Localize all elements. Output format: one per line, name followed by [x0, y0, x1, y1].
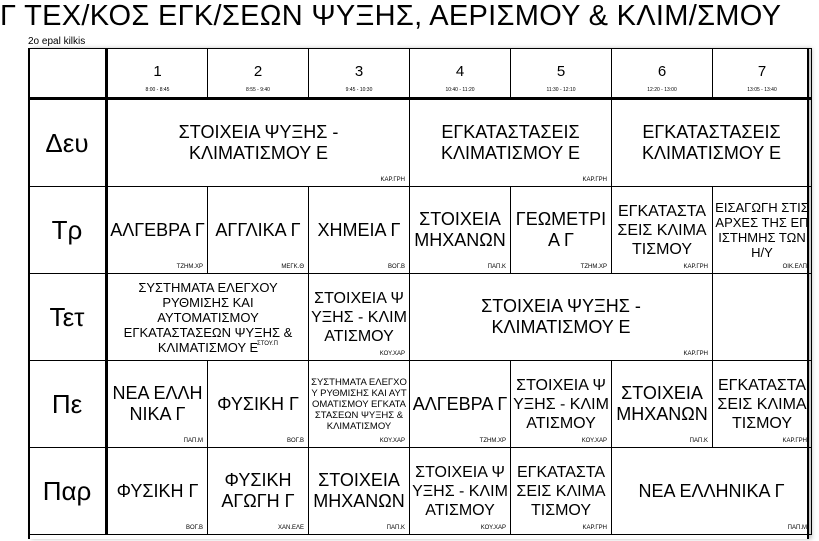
period-time: 8:00 - 8:45 [145, 87, 170, 93]
lesson-teacher: ΚΑΡ.ΓΡΗ [782, 438, 807, 444]
lesson-teacher: ΜΕΓΚ.Θ [281, 264, 304, 270]
day-label: Τρ [29, 187, 107, 274]
lesson-subject: ΑΛΓΕΒΡΑ Γ [110, 219, 205, 240]
period-number: 2 [253, 63, 263, 80]
lesson-subject: ΓΕΩΜΕΤΡΙΑ Γ [515, 209, 607, 250]
day-label: Δευ [29, 99, 107, 187]
lesson-subject: ΦΥΣΙΚΗ Γ [217, 393, 299, 414]
lesson-subject: ΣΤΟΙΧΕΙΑ ΨΥΞΗΣ - ΚΛΙΜΑΤΙΣΜΟΥ [513, 376, 609, 432]
lesson-subject: ΕΙΣΑΓΩΓΗ ΣΤΙΣ ΑΡΧΕΣ ΤΗΣ ΕΠΙΣΤΗΜΗΣ ΤΩΝ Η/Υ [715, 200, 809, 260]
school-name: 2o epal kilkis [28, 36, 86, 47]
lesson-teacher: ΟΙΚ.ΕΛΠ [782, 264, 807, 270]
lesson-teacher: ΚΑΡ.ΓΡΗ [582, 177, 607, 183]
lesson-teacher: ΠΑΠ.Μ [787, 525, 807, 531]
period-time: 10:40 - 11:20 [445, 87, 475, 93]
period-number: 5 [556, 63, 566, 80]
lesson-teacher: ΚΑΡ.ΓΡΗ [683, 264, 708, 270]
lesson-teacher: ΚΑΡ.ΓΡΗ [683, 351, 708, 357]
day-label: Τετ [29, 274, 107, 361]
page-frame [28, 48, 809, 539]
lesson-subject: ΣΤΟΙΧΕΙΑ ΨΥΞΗΣ - ΚΛΙΜΑΤΙΣΜΟΥ Ε [481, 296, 641, 337]
timetable-title: Γ ΤΕΧ/ΚΟΣ ΕΓΚ/ΣΕΩΝ ΨΥΞΗΣ, ΑΕΡΙΣΜΟΥ & ΚΛΙΜ/ΣΜΟΥ [0, 0, 782, 32]
period-number: 6 [657, 63, 667, 80]
period-time: 9:45 - 10:30 [345, 87, 373, 93]
lesson-subject: ΕΓΚΑΤΑΣΤΑΣΕΙΣ ΚΛΙΜΑΤΙΣΜΟΥ [617, 202, 707, 258]
period-number: 1 [153, 63, 162, 80]
lesson-teacher: ΚΟΥ.ΧΑΡ [379, 351, 405, 357]
lesson-teacher: ΚΑΡ.ΓΡΗ [582, 525, 607, 531]
lesson-subject: ΣΤΟΙΧΕΙΑ ΜΗΧΑΝΩΝ [313, 470, 405, 511]
lesson-teacher: ΠΑΠ.Κ [386, 525, 405, 531]
lesson-subject: ΕΓΚΑΤΑΣΤΑΣΕΙΣ ΚΛΙΜΑΤΙΣΜΟΥ [516, 463, 606, 519]
lesson-subject: ΣΥΣΤΗΜΑΤΑ ΕΛΕΓΧΟΥ ΡΥΘΜΙΣΗΣ ΚΑΙ ΑΥΤΟΜΑΤΙΣΜΟΥ ΕΓΚΑΤΑΣΤΑΣΕΩΝ ΨΥΞΗΣ & ΚΛΙΜΑΤΙΣΜΟΥ [311, 376, 407, 432]
period-number: 7 [757, 63, 767, 80]
lesson-subject: ΑΓΓΛΙΚΑ Γ [215, 219, 301, 240]
lesson-teacher: ΤΖΗΜ.ΧΡ [176, 264, 203, 270]
day-label: Παρ [29, 448, 107, 535]
lesson-teacher: ΠΑΠ.Κ [689, 438, 708, 444]
lesson-teacher: ΚΑΡ.ΓΡΗ [380, 177, 405, 183]
lesson-subject: ΣΤΟΙΧΕΙΑ ΨΥΞΗΣ - ΚΛΙΜΑΤΙΣΜΟΥ [412, 463, 508, 519]
lesson-subject: ΣΤΟΙΧΕΙΑ ΜΗΧΑΝΩΝ [616, 383, 708, 424]
lesson-subject: ΣΤΟΙΧΕΙΑ ΨΥΞΗΣ - ΚΛΙΜΑΤΙΣΜΟΥ Ε [178, 122, 339, 163]
lesson-teacher: ΚΟΥ.ΧΑΡ [379, 438, 405, 444]
lesson-teacher: ΚΟΥ.ΧΑΡ [581, 438, 607, 444]
lesson-teacher: ΒΟΓ.Β [186, 525, 203, 531]
lesson-teacher: ΠΑΠ.Μ [183, 438, 203, 444]
lesson-teacher: ΚΟΥ.ΧΑΡ [480, 525, 506, 531]
lesson-teacher: ΧΑΝ.ΕΛΕ [277, 525, 304, 531]
lesson-teacher: ΒΟΓ.Β [287, 438, 304, 444]
lesson-subject: ΣΤΟΙΧΕΙΑ ΜΗΧΑΝΩΝ [414, 209, 506, 250]
lesson-teacher: ΤΖΗΜ.ΧΡ [479, 438, 506, 444]
lesson-subject: ΕΓΚΑΤΑΣΤΑΣΕΙΣ ΚΛΙΜΑΤΙΣΜΟΥ Ε [642, 122, 781, 163]
lesson-subject: ΑΛΓΕΒΡΑ Γ [412, 393, 508, 414]
lesson-teacher: ΒΟΓ.Β [388, 264, 405, 270]
lesson-subject: ΣΥΣΤΗΜΑΤΑ ΕΛΕΓΧΟΥ ΡΥΘΜΙΣΗΣ ΚΑΙ ΑΥΤΟΜΑΤΙΣΜΟΥ ΕΓΚΑΤΑΣΤΑΣΕΩΝ ΨΥΞΗΣ & ΚΛΙΜΑΤΙΣΜΟΥ Ε [123, 279, 293, 355]
period-number: 3 [354, 63, 364, 80]
lesson-subject: ΝΕΑ ΕΛΛΗΝΙΚΑ Γ [638, 480, 785, 501]
lesson-subject: ΕΓΚΑΤΑΣΤΑΣΕΙΣ ΚΛΙΜΑΤΙΣΜΟΥ Ε [441, 122, 580, 163]
lesson-subject: ΦΥΣΙΚΗ ΑΓΩΓΗ Γ [221, 470, 295, 511]
period-time: 12:20 - 13:00 [647, 87, 677, 93]
lesson-subject: ΧΗΜΕΙΑ Γ [317, 219, 401, 240]
lesson-teacher: ΤΖΗΜ.ΧΡ [580, 264, 607, 270]
period-number: 4 [455, 63, 465, 80]
period-time: 8:55 - 9:40 [246, 87, 270, 93]
lesson-subject: ΦΥΣΙΚΗ Γ [116, 480, 199, 501]
period-time: 13:05 - 13:40 [747, 87, 777, 93]
lesson-subject: ΕΓΚΑΤΑΣΤΑΣΕΙΣ ΚΛΙΜΑΤΙΣΜΟΥ [717, 376, 807, 432]
lesson-teacher: ΠΑΠ.Κ [487, 264, 506, 270]
lesson-teacher: ΣΤΟΥ.Π [257, 341, 278, 347]
day-label: Πε [29, 361, 107, 448]
lesson-subject: ΝΕΑ ΕΛΛΗΝΙΚΑ Γ [112, 383, 203, 424]
period-time: 11:30 - 12:10 [546, 87, 576, 93]
lesson-subject: ΣΤΟΙΧΕΙΑ ΨΥΞΗΣ - ΚΛΙΜΑΤΙΣΜΟΥ [311, 289, 407, 345]
